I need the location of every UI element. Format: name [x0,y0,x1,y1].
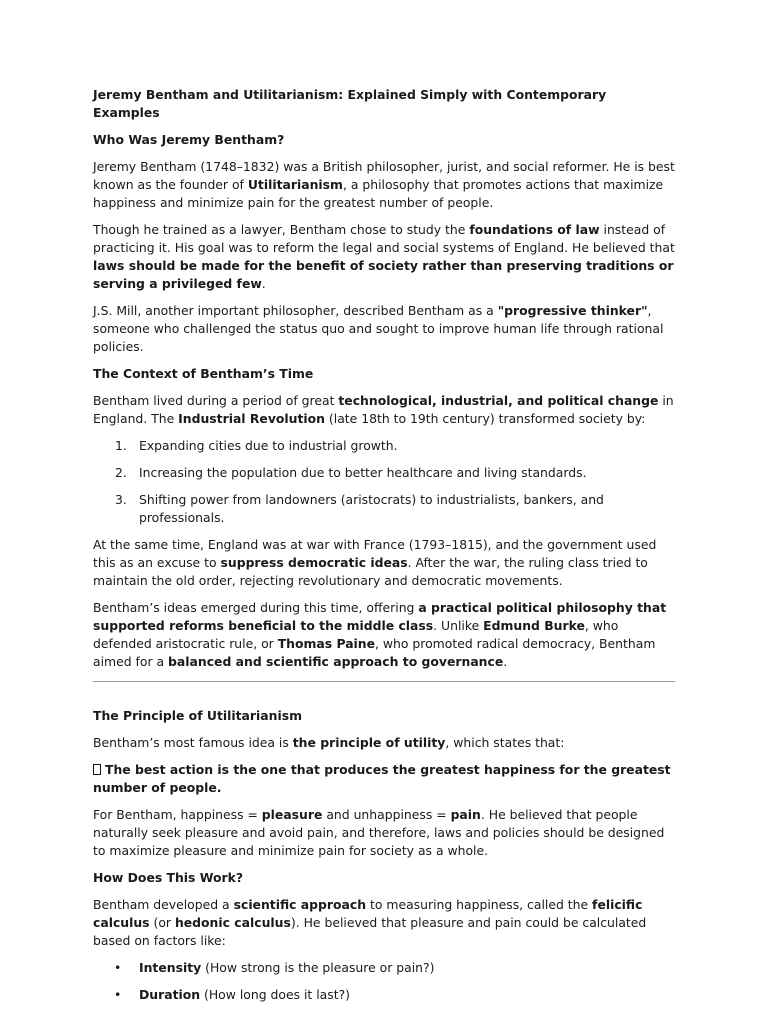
list-item: 3. Shifting power from landowners (aristocrats) to industrialists, bankers, and professionals. [115,492,604,525]
heading-context: The Context of Bentham’s Time [93,366,314,381]
document-title: Jeremy Bentham and Utilitarianism: Explained Simply with Contemporary Examples [93,87,607,120]
bullet-list-factors [93,959,675,1004]
list-number: 1. [115,438,127,453]
paragraph-law: Though he trained as a lawyer, Bentham chose to study the foundations of law instead of practicing it. His goal was to reform the legal and social systems of England. He believed that laws should be made for the benefit of society rather than preserving traditions or serving a privileged few. [93,222,675,291]
bullet-icon: • [114,987,122,1002]
numbered-list-changes [93,437,675,527]
paragraph-war: At the same time, England was at war with France (1793–1815), and the government used this as an excuse to suppress democratic ideas. After the war, the ruling class tried to maintain the old order, rejecting revolutionary and democratic movements. [93,537,657,588]
heading-how-it-works: How Does This Work? [93,870,244,885]
list-item: 1. Expanding cities due to industrial growth. [115,438,398,453]
horizontal-divider [93,681,675,682]
paragraph-ideas: Bentham’s ideas emerged during this time, offering a practical political philosophy that supported reforms beneficial to the middle class. Unlike Edmund Burke, who defended aristocratic rule, or Thomas Paine, who promoted radical democracy, Bentham aimed for a balanced and scientific approach to governance. [93,600,667,669]
list-number: 3. [115,492,127,507]
missing-glyph-icon [93,764,101,775]
paragraph-calculus: Bentham developed a scientific approach to measuring happiness, called the felicific calculus (or hedonic calculus). He believed that pleasure and pain could be calculated based on factors like: [93,897,647,948]
paragraph-pleasure-pain: For Bentham, happiness = pleasure and unhappiness = pain. He believed that people naturally seek pleasure and avoid pain, and therefore, laws and policies should be designed to maximize pleasure and minimize pain for society as a whole. [93,807,665,858]
list-number: 2. [115,465,127,480]
list-item: • Duration (How long does it last?) [114,987,350,1002]
list-item: 2. Increasing the population due to better healthcare and living standards. [115,465,587,480]
bullet-icon: • [114,960,122,975]
paragraph-mill: J.S. Mill, another important philosopher, described Bentham as a "progressive thinker", someone who challenged the status quo and sought to improve human life through rational policies. [93,303,664,354]
heading-who-was-bentham: Who Was Jeremy Bentham? [93,132,285,147]
paragraph-industrial: Bentham lived during a period of great technological, industrial, and political change in England. The Industrial Revolution (late 18th to 19th century) transformed society by: [93,393,674,426]
document-body [93,86,675,1013]
heading-principle: The Principle of Utilitarianism [93,708,302,723]
list-item: • Intensity (How strong is the pleasure or pain?) [114,960,435,975]
principle-quote: The best action is the one that produces the greatest happiness for the greatest number of people. [93,762,671,795]
paragraph-utility: Bentham’s most famous idea is the principle of utility, which states that: [93,735,565,750]
paragraph-intro: Jeremy Bentham (1748–1832) was a British philosopher, jurist, and social reformer. He is best known as the founder of Utilitarianism, a philosophy that promotes actions that maximize happiness and minimize pain for the greatest number of people. [93,159,675,210]
